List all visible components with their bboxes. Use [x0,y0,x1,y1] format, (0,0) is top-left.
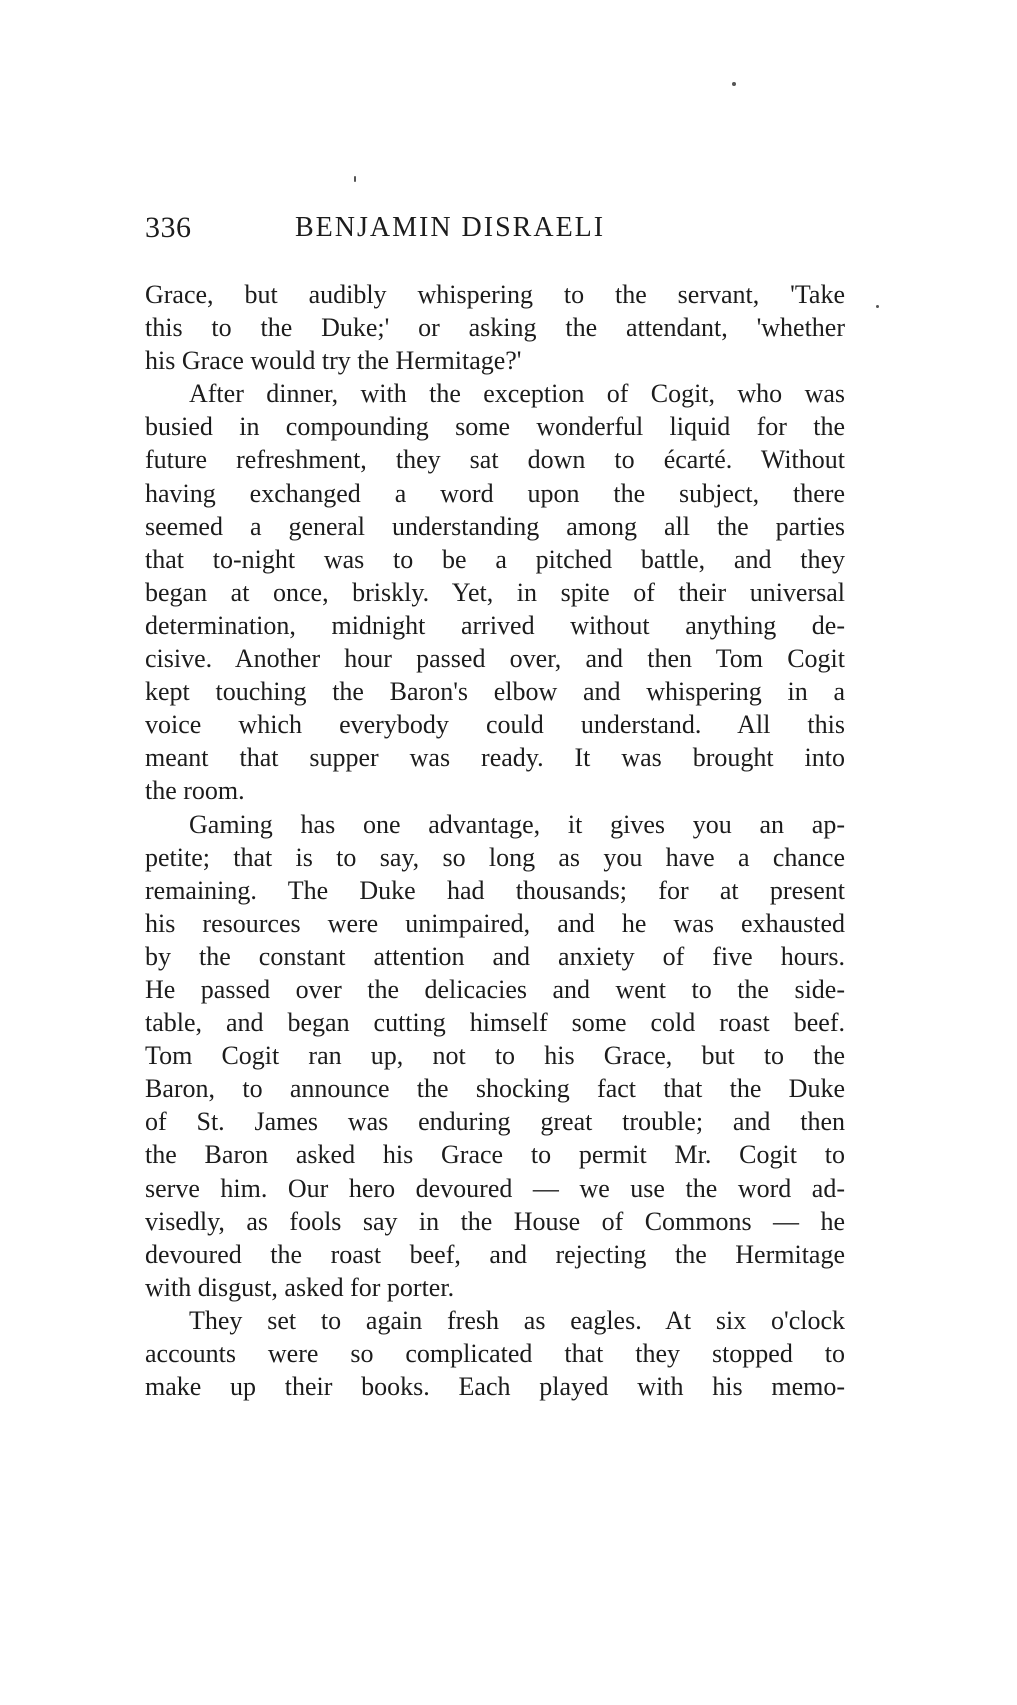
paragraph [145,377,845,807]
text-line: seemed a general understanding among all the parties [145,511,845,541]
text-line: remaining. The Duke had thousands; for at present [145,875,845,905]
text-line: visedly, as fools say in the House of Commons — he [145,1206,845,1236]
text-line: began at once, briskly. Yet, in spite of their universal [145,577,845,607]
text-line: voice which everybody could understand. All this [145,710,845,740]
paragraph [145,1304,845,1403]
text-line: Gaming has one advantage, it gives you an ap- [189,809,845,839]
text-line: having exchanged a word upon the subject, there [145,478,845,508]
text-line: accounts were so complicated that they stopped to [145,1339,845,1368]
body-text [145,278,845,1403]
text-line: table, and began cutting himself some cold roast beef. [145,1008,845,1038]
ink-speck [732,82,736,86]
text-line: his Grace would try the Hermitage?' [145,346,522,376]
ink-speck [876,305,879,308]
text-line: Baron, to announce the shocking fact that the Duke [145,1074,845,1104]
text-line: with disgust, asked for porter. [145,1272,455,1302]
text-line: petite; that is to say, so long as you have a chance [145,842,845,872]
text-line: They set to again fresh as eagles. At six o'clock [189,1305,845,1335]
text-line: cisive. Another hour passed over, and then Tom Cogit [145,644,845,674]
text-line: the room. [145,776,245,806]
text-line: future refreshment, they sat down to écarté. Without [145,445,845,475]
page-number: 336 [145,211,192,244]
text-line: make up their books. Each played with his memo- [145,1372,845,1402]
text-line: by the constant attention and anxiety of five hours. [145,941,845,971]
text-line: Grace, but audibly whispering to the servant, 'Take [145,280,845,309]
page-header [145,208,845,258]
text-line: the Baron asked his Grace to permit Mr. Cogit to [145,1140,845,1170]
text-line: serve him. Our hero devoured — we use the word ad- [145,1173,845,1203]
text-line: determination, midnight arrived without anything de- [145,610,845,640]
text-line: this to the Duke;' or asking the attendant, 'whether [145,313,845,343]
text-line: After dinner, with the exception of Cogit, who was [189,379,845,409]
paragraph [145,808,845,1304]
text-line: of St. James was enduring great trouble; and then [145,1107,845,1137]
text-line: devoured the roast beef, and rejecting the Hermitage [145,1239,845,1269]
text-line: his resources were unimpaired, and he was exhausted [145,908,845,938]
text-line: He passed over the delicacies and went to the side- [145,974,845,1004]
text-line: kept touching the Baron's elbow and whispering in a [145,677,845,707]
text-line: meant that supper was ready. It was brought into [145,743,845,773]
text-line: busied in compounding some wonderful liquid for the [145,412,845,442]
ink-speck [354,176,356,182]
text-line: Tom Cogit ran up, not to his Grace, but to the [145,1041,845,1071]
paragraph [145,278,845,377]
text-line: that to-night was to be a pitched battle, and they [145,544,845,574]
running-title: BENJAMIN DISRAELI [295,212,606,243]
